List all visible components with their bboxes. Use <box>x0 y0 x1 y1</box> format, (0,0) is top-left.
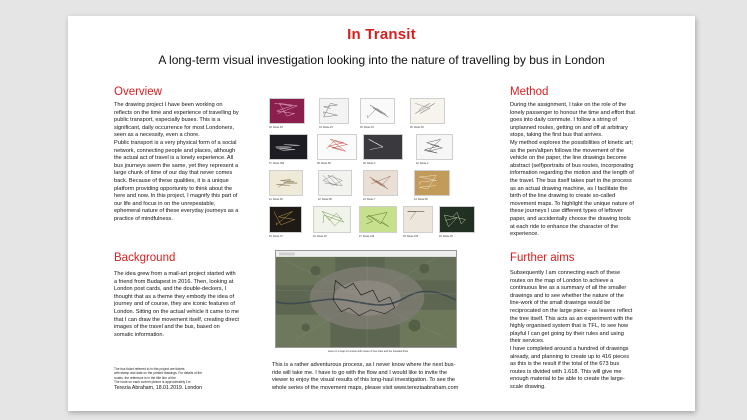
thumbnail-drawing <box>403 206 433 233</box>
thumbnail-drawing <box>416 134 453 160</box>
drawing-thumbnail <box>416 134 453 167</box>
drawing-thumbnail <box>313 206 351 240</box>
thumbnail-caption: 42. Route 98 <box>318 198 332 201</box>
thumbnail-caption: 36. Route 36 <box>410 126 424 129</box>
thumbnail-caption: 46. Route 18 <box>313 235 327 238</box>
thumbnail-caption: 39. Route 3 <box>363 162 376 165</box>
thumbnail-drawing <box>359 206 397 233</box>
thumbnail-caption: 41. Route 82 <box>269 198 283 201</box>
background-text: The idea grew from a mail-art project started with a friend from Budapest in 2016. Then, looking at London post cards, and the double-deckers, I thought that as a theme they embody the idea of journey and of course, they are iconic features of London. Sitting on the actual vehicle it came to me that I can draw the movement itself, creating direct images of the travel and the bus, based on somatic information. <box>114 271 240 338</box>
drawing-thumbnail <box>317 134 357 167</box>
thumbnail-drawing <box>414 170 450 196</box>
method-heading: Method <box>510 86 549 98</box>
method-text: During the assignment, I take on the role of the lonely passenger to honour the time and effort that goes into daily commute. I follow a string of unplanned routes, getting on and off at arbitrary stops, taking the first bus that arrives. My method explores the possibilities of kinetic art; as the pen/altpen follows the movement of the vehicle on the paper, the line drawings become abstract (self)portraits of bus routes, incorporating information regarding the motion and the length of the travel. The bus itself takes part in the process as an actual drawing machine, as I facilitate the birth of the line drawing to create so-called movement maps. To highlight the unique nature of these journeys I use different types of leftover paper, and accidentally choose the drawing tools at each ride to enhance the character of the experience. <box>510 102 635 238</box>
drawing-thumbnail <box>318 170 352 203</box>
thumbnail-caption: 38. Route 59 <box>317 162 331 165</box>
thumbnail-caption: 35. Route 33 <box>360 126 374 129</box>
thumbnail-caption: 43. Route 7 <box>363 198 376 201</box>
overview-text: The drawing project I have been working on reflects on the time and experience of travelling by public transport, especially buses. This is a significant, daily occurrence for most Londoners, seen as a necessity, even a chore. Public transport is a very physical form of a social network, connecting people and places, although the actual act of travel is a lonely experience. All bus journeys seem the same, yet they represent a large chunk of time of our day that never comes back. Because of these qualities, it is a unique platform providing opportunity to think about the here and now. In this project, I magnify this part of our life and focus in on the unrepeatable, ephemeral nature of these everyday journeys as a practice of mindfulness. <box>114 102 239 222</box>
thumbnail-drawing <box>363 134 403 160</box>
drawing-thumbnail <box>439 206 475 240</box>
drawing-thumbnail <box>269 206 302 240</box>
thumbnail-caption: 49. Route 25 <box>439 235 453 238</box>
thumbnail-drawing <box>319 98 349 124</box>
thumbnail-caption: 33. Route 83 <box>269 126 283 129</box>
drawing-thumbnail <box>403 206 433 240</box>
overview-heading: Overview <box>114 86 162 98</box>
thumbnail-caption: 34. Route 23 <box>319 126 333 129</box>
thumbnail-caption: 48. Route 193 <box>403 235 419 238</box>
map-caption: Lines on a map of London with routes of bus rides and the travelled lines <box>327 350 409 353</box>
thumbnail-drawing <box>360 98 395 124</box>
drawing-thumbnail <box>410 98 445 131</box>
drawing-thumbnail <box>269 170 303 203</box>
drawing-thumbnail <box>269 98 305 131</box>
drawing-thumbnail <box>319 98 349 131</box>
drawing-thumbnail <box>363 134 403 167</box>
small-note: The bus ticket referred to in this project are tickets with stamp and date on the printed drawings. For details of the routes, the reference is in the title line of the The route on each current picture is approximately 1m <box>114 367 203 384</box>
signature: Terezia Abraham, 18.01.2019. London <box>114 385 202 391</box>
further-aims-heading: Further aims <box>510 252 575 264</box>
drawing-thumbnail <box>363 170 398 203</box>
drawing-thumbnail <box>360 98 395 131</box>
thumbnail-drawing <box>439 206 475 233</box>
drawing-thumbnail <box>359 206 397 240</box>
thumbnail-caption: 37. Route 390 <box>269 162 285 165</box>
thumbnail-drawing <box>317 134 357 160</box>
thumbnail-drawing <box>269 98 305 124</box>
thumbnail-drawing <box>318 170 352 196</box>
thumbnail-drawing <box>269 134 308 160</box>
poster-subtitle: A long-term visual investigation looking into the nature of travelling by bus in London <box>158 53 605 67</box>
thumbnail-drawing <box>410 98 445 124</box>
drawing-thumbnail <box>414 170 450 203</box>
drawing-thumbnail <box>269 134 308 167</box>
further-aims-text: Subsequently I am connecting each of these routes on the map of London to achieve a continuous line as a summary of all the smaller drawings and to see whether the nature of the line-work of the small drawings would be reciprocated on the large piece - as leaves reflect the tree itself. This acts as an experiment with the highly organised system that is TFL, to see how playful I can get going by their rules and using their services. I have completed around a hundred of drawings already, and planning to create up to 416 pieces as this is the result if the total of the 673 bus routes is divided with 1.618. This will give me enough material to be able to create the large- scale drawing. <box>510 270 633 390</box>
thumbnail-caption: 44. Route 82 <box>414 198 428 201</box>
poster <box>68 16 695 411</box>
london-route-map <box>275 250 457 348</box>
thumbnail-caption: 47. Route 149 <box>359 235 375 238</box>
thumbnail-caption: 40. Route 3 <box>416 162 429 165</box>
thumbnail-caption: 45. Route 37 <box>269 235 283 238</box>
thumbnail-drawing <box>313 206 351 233</box>
thumbnail-drawing <box>269 206 302 233</box>
thumbnail-drawing <box>269 170 303 196</box>
background-heading: Background <box>114 252 176 264</box>
center-text: This is a rather adventurous process, as I never know where the next bus- ride will take me. I have to go with the flow and I would like to invite the viewer to enjoy the visual results of this long-haul investigation. To see the whole series of the movement maps, please visit www.tereziaabraham.com <box>272 362 459 391</box>
poster-title: In Transit <box>347 26 416 43</box>
thumbnail-drawing <box>363 170 398 196</box>
